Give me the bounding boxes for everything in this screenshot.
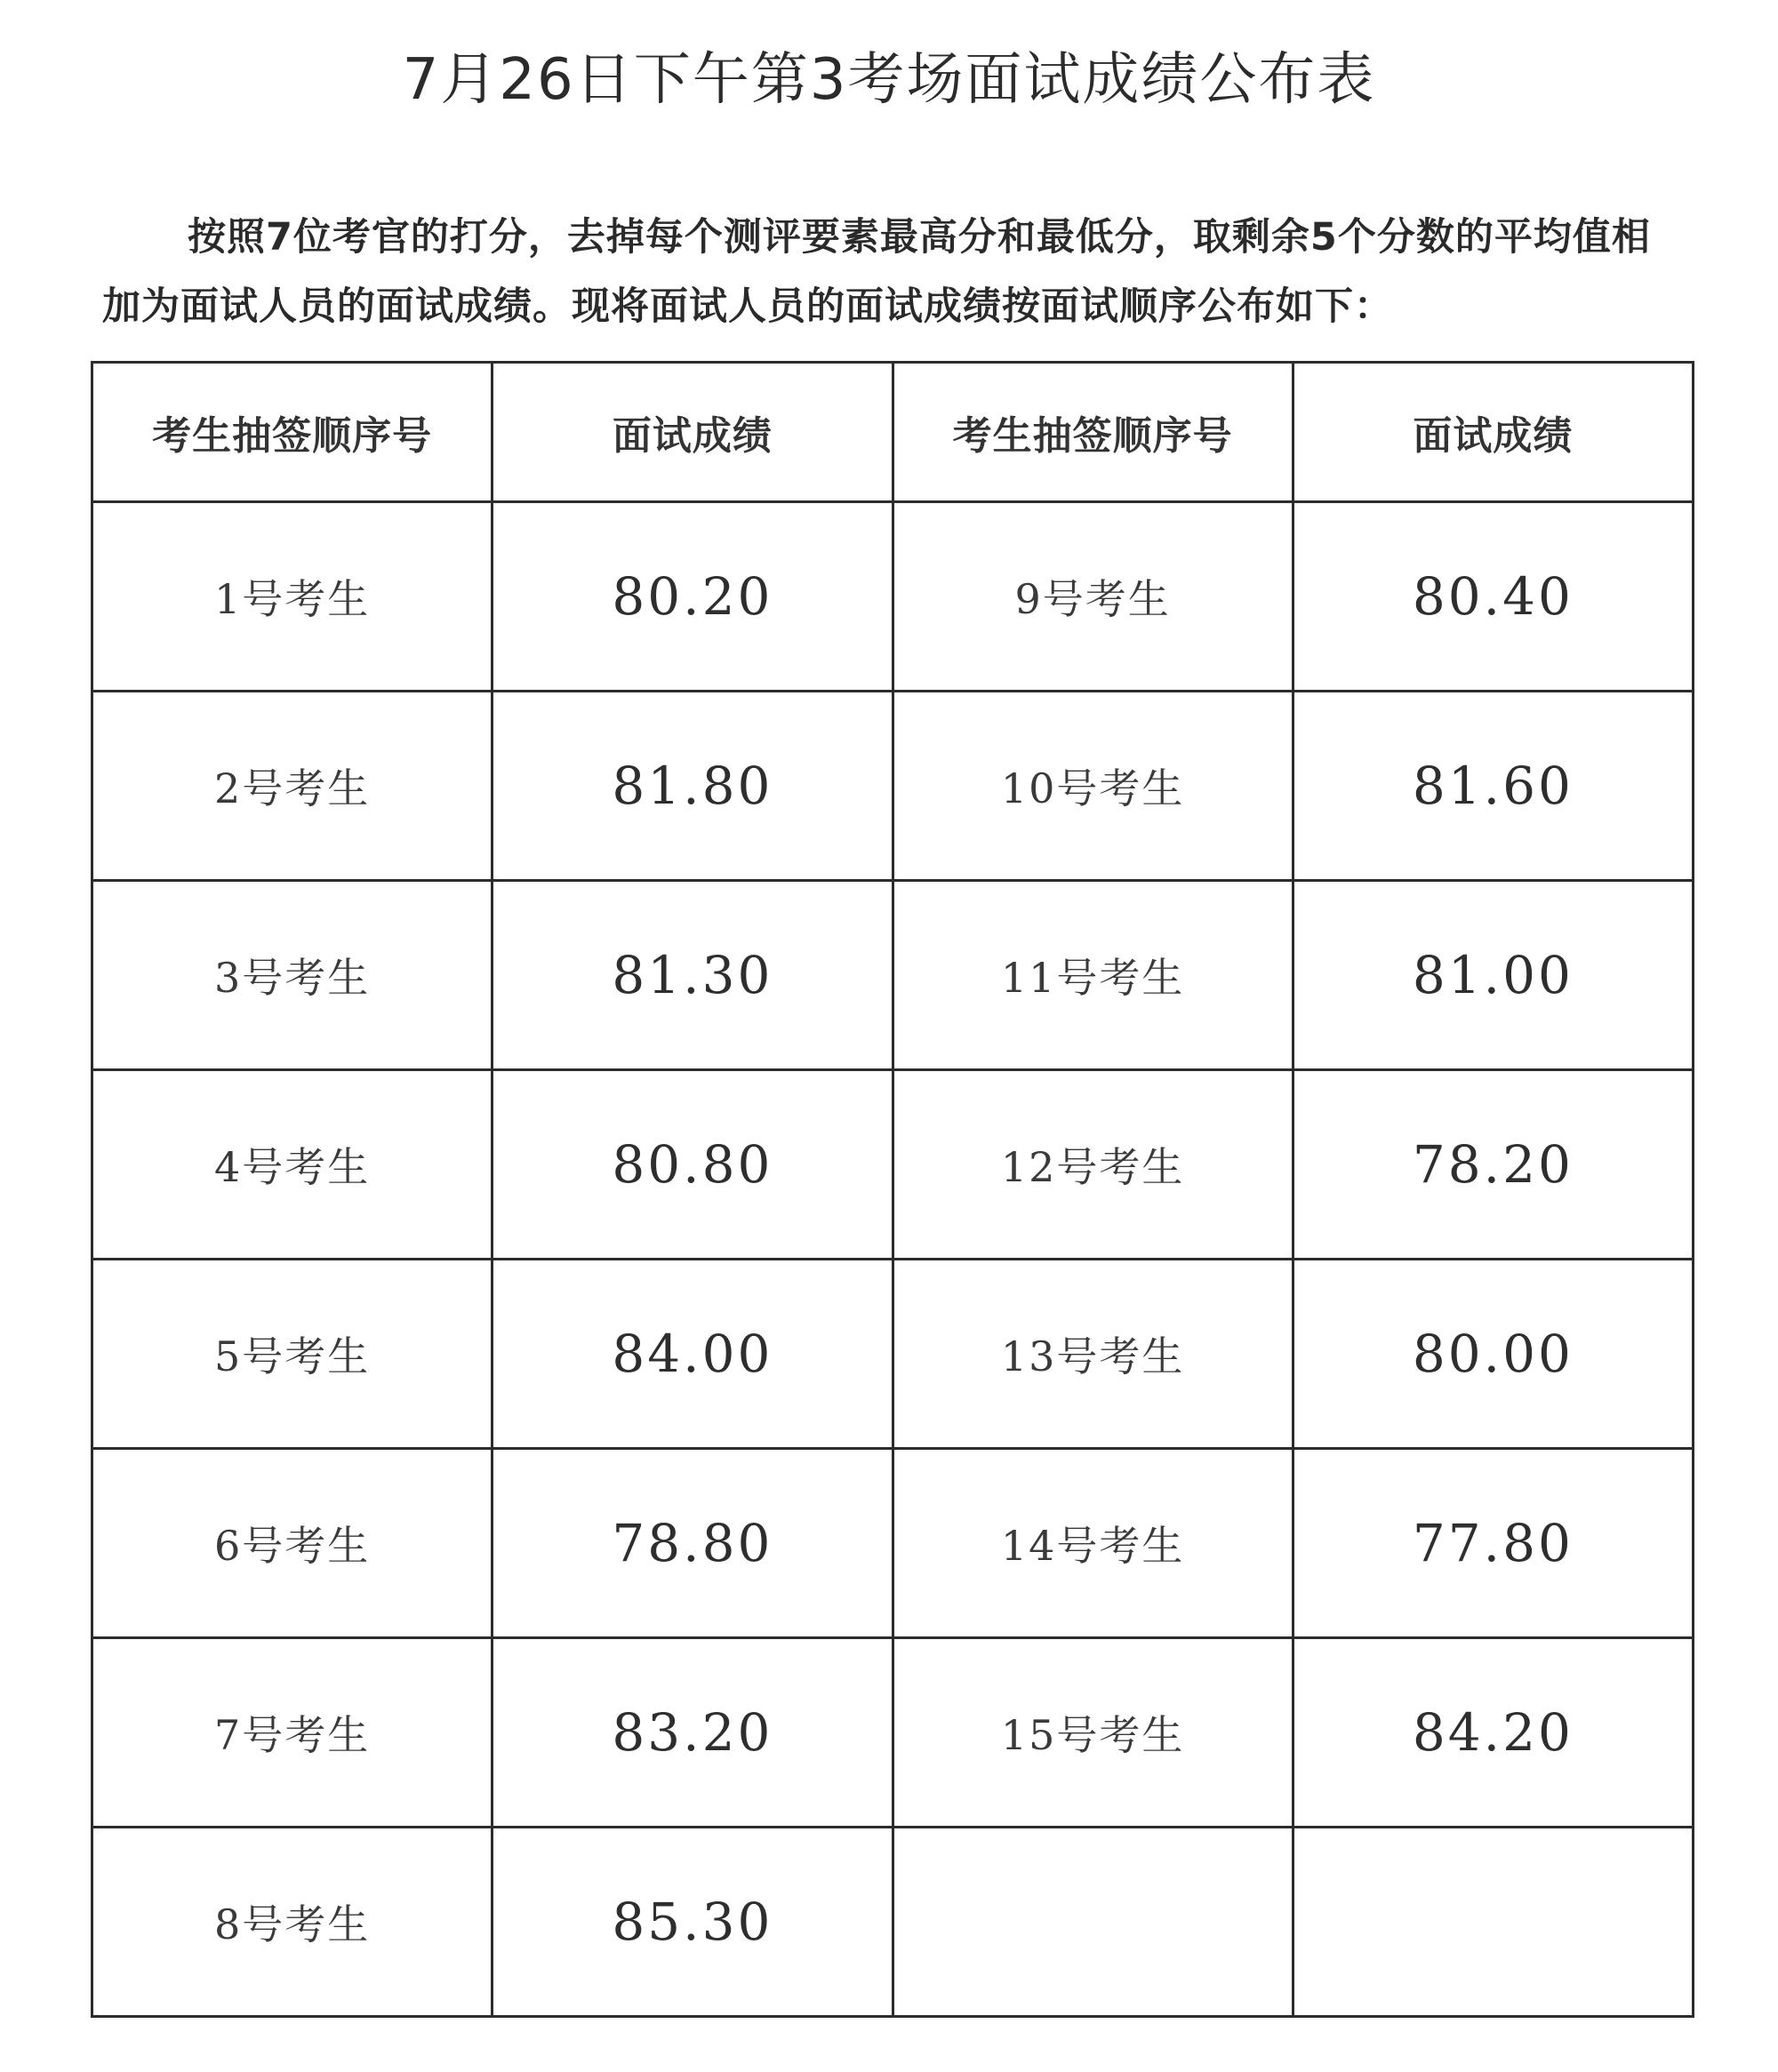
score-cell: 78.80 [493, 1449, 893, 1638]
candidate-cell: 1号考生 [92, 502, 493, 692]
score-cell: 80.20 [493, 502, 893, 692]
header-score-right: 面试成绩 [1293, 363, 1693, 502]
score-cell: 80.80 [493, 1070, 893, 1260]
table-row [92, 1260, 1694, 1449]
score-cell: 78.20 [1293, 1070, 1693, 1260]
table-row [92, 502, 1694, 692]
candidate-cell: 9号考生 [893, 502, 1293, 692]
score-cell: 85.30 [493, 1828, 893, 2017]
header-score-left: 面试成绩 [493, 363, 893, 502]
score-cell: 81.00 [1293, 881, 1693, 1070]
score-cell: 81.80 [493, 692, 893, 881]
candidate-cell: 3号考生 [92, 881, 493, 1070]
score-cell: 80.40 [1293, 502, 1693, 692]
candidate-cell: 4号考生 [92, 1070, 493, 1260]
candidate-cell: 12号考生 [893, 1070, 1293, 1260]
candidate-cell: 2号考生 [92, 692, 493, 881]
score-cell: 80.00 [1293, 1260, 1693, 1449]
candidate-cell: 13号考生 [893, 1260, 1293, 1449]
candidate-cell: 15号考生 [893, 1638, 1293, 1828]
table-row [92, 1449, 1694, 1638]
page-title: 7月26日下午第3考场面试成绩公布表 [402, 47, 1376, 113]
candidate-cell: 5号考生 [92, 1260, 493, 1449]
score-table [91, 361, 1694, 2018]
score-cell: 81.30 [493, 881, 893, 1070]
table-row [92, 881, 1694, 1070]
intro-paragraph: 按照7位考官的打分，去掉每个测评要素最高分和最低分，取剩余5个分数的平均值相加为面试人员的面试成绩。现将面试人员的面试成绩按面试顺序公布如下： [102, 215, 1651, 329]
table-row [92, 1070, 1694, 1260]
empty-cell [893, 1828, 1293, 2017]
score-cell: 83.20 [493, 1638, 893, 1828]
table-row [92, 1828, 1694, 2017]
table-row [92, 1638, 1694, 1828]
header-order-left: 考生抽签顺序号 [92, 363, 493, 502]
candidate-cell: 10号考生 [893, 692, 1293, 881]
score-cell: 84.20 [1293, 1638, 1693, 1828]
score-cell: 77.80 [1293, 1449, 1693, 1638]
candidate-cell: 14号考生 [893, 1449, 1293, 1638]
table-header-row [92, 363, 1694, 502]
candidate-cell: 6号考生 [92, 1449, 493, 1638]
table-row [92, 692, 1694, 881]
score-cell: 81.60 [1293, 692, 1693, 881]
candidate-cell: 8号考生 [92, 1828, 493, 2017]
empty-cell [1293, 1828, 1693, 2017]
header-order-right: 考生抽签顺序号 [893, 363, 1293, 502]
score-cell: 84.00 [493, 1260, 893, 1449]
candidate-cell: 11号考生 [893, 881, 1293, 1070]
candidate-cell: 7号考生 [92, 1638, 493, 1828]
